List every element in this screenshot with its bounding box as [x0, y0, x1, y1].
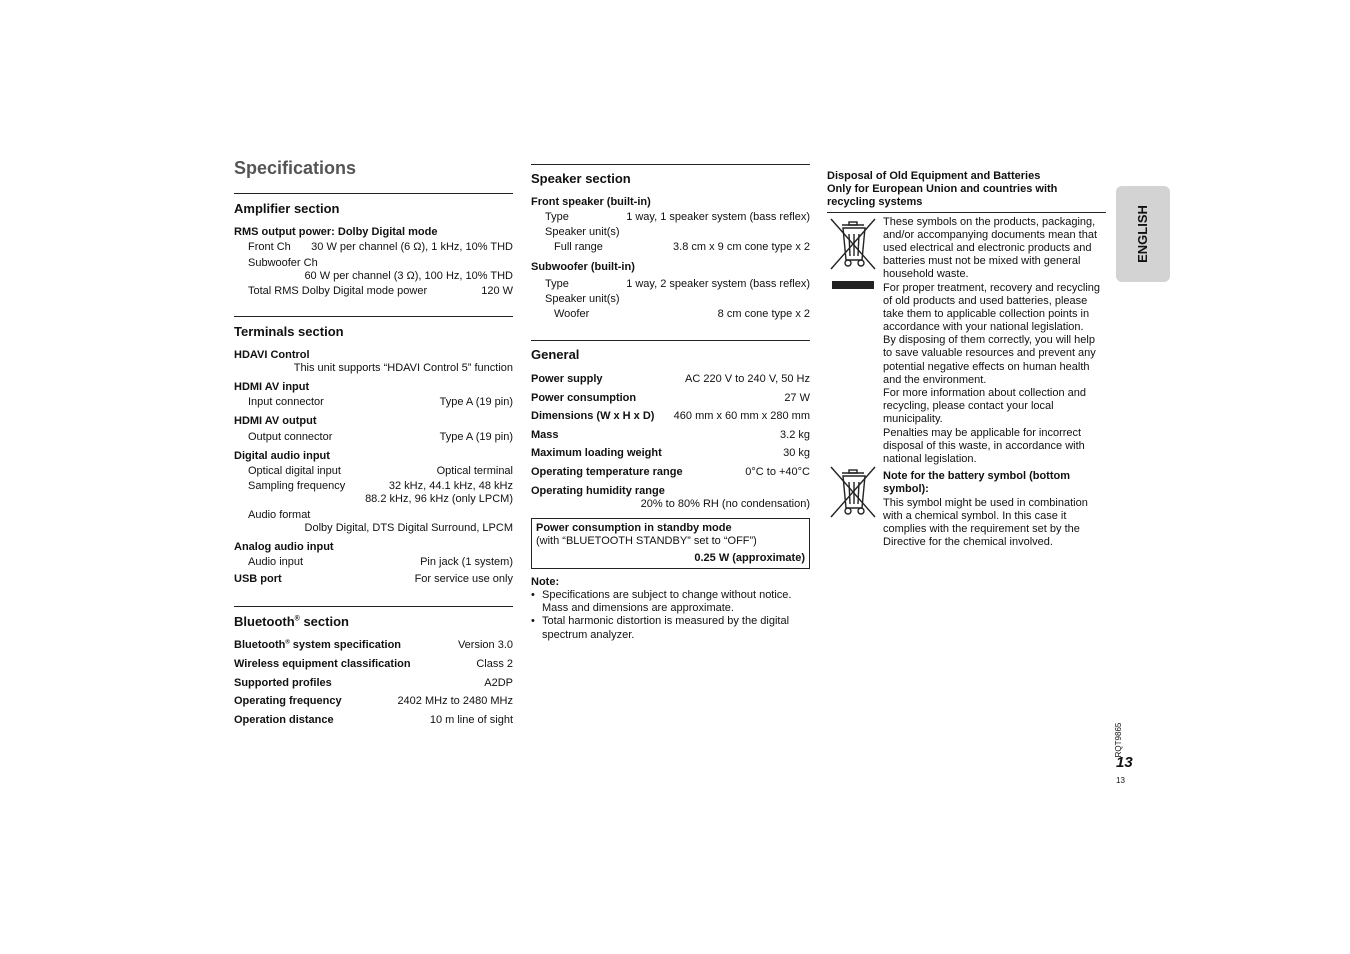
- standby-subtitle: (with “BLUETOOTH STANDBY” set to “OFF”): [536, 535, 757, 548]
- language-tab-label: ENGLISH: [1135, 205, 1151, 263]
- humidity-label: Operating humidity range: [531, 484, 665, 497]
- bt-distance-value: 10 m line of sight: [429, 713, 513, 726]
- input-connector-row: [234, 396, 513, 409]
- standby-title: Power consumption in standby mode: [536, 522, 732, 535]
- input-connector-value: Type A (19 pin): [439, 396, 513, 409]
- disposal-para-3: By disposing of them correctly, you will help to save valuable resources and prevent any potential negative effects on human health and the environment.: [883, 334, 1096, 386]
- hdavi-value: This unit supports “HDAVI Control 5” function: [293, 361, 513, 374]
- audio-input-label: Audio input: [248, 556, 304, 569]
- subwoofer-ch-label: Subwoofer Ch: [248, 256, 318, 269]
- crossed-bin-icon: [828, 216, 878, 272]
- temperature-value: 0°C to +40°C: [745, 465, 810, 478]
- analog-audio-label: Analog audio input: [234, 540, 334, 553]
- bt-profiles-row: [234, 677, 513, 690]
- bt-class-label: Wireless equipment classification: [234, 658, 411, 671]
- bt-spec-row: [234, 639, 513, 652]
- crossed-bin-battery-icon: [828, 464, 878, 520]
- disposal-para-1: These symbols on the products, packaging, and/or accompanying documents mean that used electrical and electronic products and batteries must not be mixed with general household waste.: [883, 215, 1098, 281]
- bt-freq-label: Operating frequency: [234, 694, 342, 707]
- total-power-value: 120 W: [481, 284, 513, 297]
- woofer-value: 8 cm cone type x 2: [717, 307, 810, 320]
- bt-spec-label: Bluetooth® system specification: [234, 639, 402, 652]
- mass-value: 3.2 kg: [780, 429, 810, 442]
- optical-label: Optical digital input: [248, 465, 341, 478]
- sampling-value-2: 88.2 kHz, 96 kHz (only LPCM): [365, 493, 513, 506]
- bt-class-row: [234, 658, 513, 671]
- optical-value: Optical terminal: [436, 465, 513, 478]
- rms-label: RMS output power: Dolby Digital mode: [234, 226, 438, 239]
- front-ch-row: [234, 241, 513, 254]
- general-heading: General: [531, 347, 580, 363]
- standby-box: [531, 518, 810, 569]
- language-tab: [1116, 186, 1170, 282]
- bt-freq-row: [234, 695, 513, 708]
- divider: [531, 340, 810, 341]
- mass-label: Mass: [531, 429, 559, 442]
- total-power-row: [234, 285, 513, 298]
- sampling-value-1: 32 kHz, 44.1 kHz, 48 kHz: [388, 480, 513, 493]
- divider: [234, 606, 513, 607]
- mass-row: [531, 429, 810, 442]
- front-type-label: Type: [545, 210, 569, 223]
- disposal-para-5: Penalties may be applicable for incorrect disposal of this waste, in accordance with national legislation.: [883, 426, 1085, 465]
- temperature-label: Operating temperature range: [531, 465, 683, 478]
- disposal-heading-1: Disposal of Old Equipment and Batteries: [827, 170, 1041, 182]
- front-type-value: 1 way, 1 speaker system (bass reflex): [626, 210, 810, 223]
- max-load-label: Maximum loading weight: [531, 447, 662, 460]
- speaker-heading: Speaker section: [531, 171, 631, 186]
- total-power-label: Total RMS Dolby Digital mode power: [248, 284, 428, 297]
- full-range-row: [531, 241, 810, 254]
- digital-audio-label: Digital audio input: [234, 449, 330, 462]
- left-column: [234, 158, 513, 727]
- battery-text: This symbol might be used in combination with a chemical symbol. In this case it complies with the requirement set by the Directive for the chemical involved.: [883, 496, 1088, 549]
- bluetooth-section: [234, 614, 513, 728]
- subwoofer-label: Subwoofer (built-in): [531, 261, 635, 274]
- hdmi-out-label: HDMI AV output: [234, 415, 317, 428]
- middle-column: [531, 164, 810, 642]
- disposal-para-4: For more information about collection and recycling, please contact your local municipality.: [883, 387, 1086, 426]
- terminals-heading: Terminals section: [234, 324, 344, 340]
- sampling-label: Sampling frequency: [248, 480, 346, 493]
- power-supply-label: Power supply: [531, 372, 603, 385]
- power-consumption-row: [531, 392, 810, 405]
- general-section: [531, 347, 810, 569]
- power-supply-row: [531, 373, 810, 386]
- sub-type-label: Type: [545, 277, 569, 290]
- bt-profiles-value: A2DP: [484, 676, 513, 689]
- bt-distance-label: Operation distance: [234, 713, 334, 726]
- divider: [531, 164, 810, 165]
- temperature-row: [531, 466, 810, 479]
- subwoofer-ch-value: 60 W per channel (3 Ω), 100 Hz, 10% THD: [304, 269, 513, 282]
- usb-label: USB port: [234, 573, 282, 586]
- audio-format-value: Dolby Digital, DTS Digital Surround, LPCM: [304, 521, 513, 534]
- bt-distance-row: [234, 714, 513, 727]
- front-type-row: [531, 211, 810, 224]
- audio-input-row: [234, 556, 513, 569]
- front-speaker-label: Front speaker (built-in): [531, 195, 651, 208]
- note-section: [531, 576, 810, 642]
- power-supply-value: AC 220 V to 240 V, 50 Hz: [685, 372, 810, 385]
- page-number: 13: [1116, 754, 1133, 771]
- max-load-value: 30 kg: [783, 447, 810, 460]
- hdmi-in-label: HDMI AV input: [234, 381, 310, 394]
- full-range-value: 3.8 cm x 9 cm cone type x 2: [673, 241, 810, 254]
- note-heading: Note:: [531, 575, 560, 588]
- note-item: • Specifications are subject to change without notice. Mass and dimensions are approximate.: [531, 589, 810, 615]
- front-ch-value: 30 W per channel (6 Ω), 1 kHz, 10% THD: [311, 241, 513, 254]
- full-range-label: Full range: [554, 241, 603, 254]
- dimensions-label: Dimensions (W x H x D): [531, 410, 655, 423]
- bt-class-value: Class 2: [476, 658, 513, 671]
- max-load-row: [531, 447, 810, 460]
- sub-type-value: 1 way, 2 speaker system (bass reflex): [626, 277, 810, 290]
- note-list: [531, 589, 810, 642]
- front-unit-label: Speaker unit(s): [545, 225, 620, 238]
- amplifier-section: [234, 201, 513, 299]
- page-number-small: 13: [1116, 776, 1125, 785]
- doc-code: RQT9865: [1114, 722, 1124, 758]
- divider: [234, 316, 513, 317]
- bluetooth-heading: Bluetooth® section: [234, 613, 349, 629]
- output-connector-value: Type A (19 pin): [439, 430, 513, 443]
- note-item: • Total harmonic distortion is measured by the digital spectrum analyzer.: [531, 615, 810, 641]
- dimensions-row: [531, 410, 810, 423]
- divider: [234, 193, 513, 194]
- front-ch-label: Front Ch: [248, 241, 291, 254]
- bt-freq-value: 2402 MHz to 2480 MHz: [397, 694, 513, 707]
- optical-row: [234, 465, 513, 478]
- humidity-value: 20% to 80% RH (no condensation): [640, 498, 810, 510]
- amplifier-heading: Amplifier section: [234, 200, 340, 216]
- audio-format-label: Audio format: [248, 508, 311, 521]
- dimensions-value: 460 mm x 60 mm x 280 mm: [673, 410, 810, 423]
- usb-value: For service use only: [414, 573, 513, 586]
- sub-unit-label: Speaker unit(s): [545, 292, 620, 305]
- power-consumption-value: 27 W: [784, 391, 810, 404]
- battery-heading: Note for the battery symbol (bottom symbol):: [883, 470, 1071, 496]
- woofer-row: [531, 308, 810, 321]
- divider: [827, 212, 1106, 213]
- bt-spec-value: Version 3.0: [457, 639, 513, 652]
- bin-underbar-icon: [832, 281, 874, 289]
- bt-profiles-label: Supported profiles: [234, 676, 332, 689]
- disposal-para-2: For proper treatment, recovery and recycling of old products and used batteries, please take them to applicable collection points in accordance with your national legislation.: [883, 281, 1101, 334]
- input-connector-label: Input connector: [248, 396, 324, 409]
- disposal-heading-2: Only for European Union and countries with recycling systems: [827, 183, 1058, 209]
- usb-row: [234, 573, 513, 586]
- sub-type-row: [531, 278, 810, 291]
- power-consumption-label: Power consumption: [531, 391, 637, 404]
- woofer-label: Woofer: [554, 307, 590, 320]
- output-connector-label: Output connector: [248, 430, 333, 443]
- terminals-section: [234, 324, 513, 586]
- hdavi-label: HDAVI Control: [234, 348, 310, 361]
- standby-value: 0.25 W (approximate): [694, 551, 805, 564]
- sampling-row: [234, 480, 513, 493]
- audio-input-value: Pin jack (1 system): [420, 556, 513, 569]
- speaker-section: [531, 171, 810, 321]
- output-connector-row: [234, 431, 513, 444]
- page-title: Specifications: [234, 158, 357, 178]
